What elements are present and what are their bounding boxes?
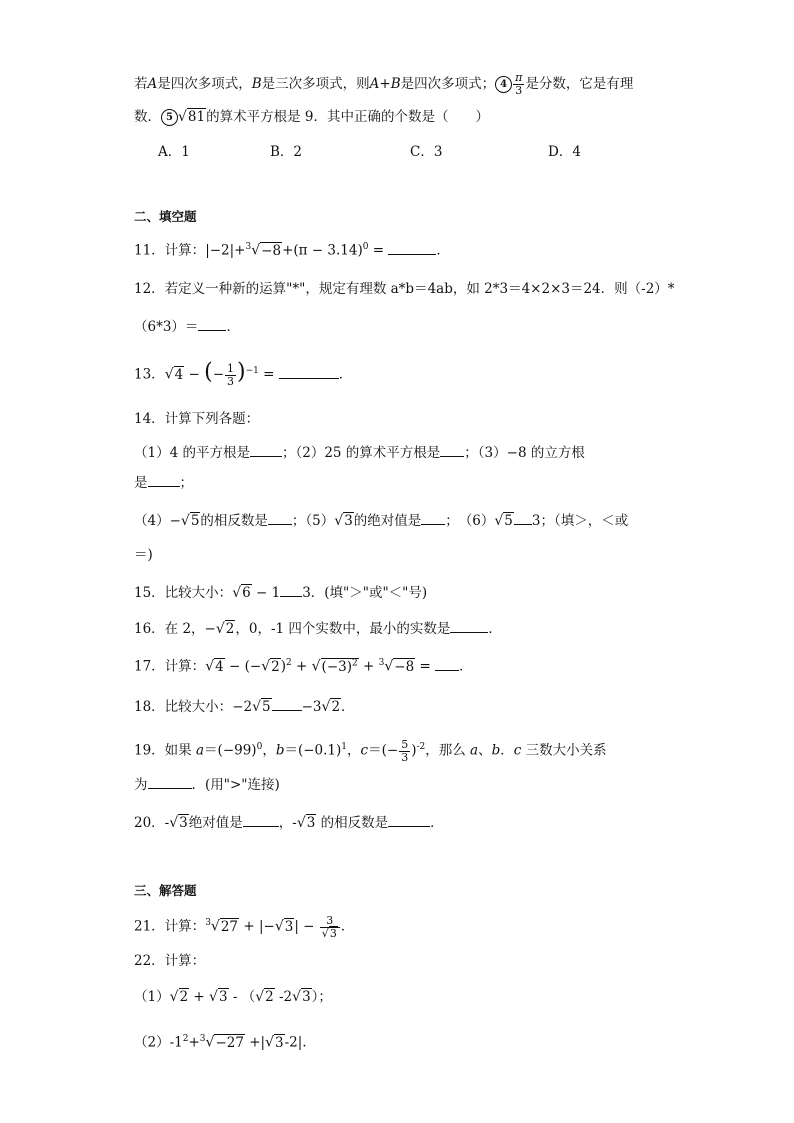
- q14-1-blank[interactable]: [250, 442, 282, 457]
- q19-line1: 19．如果 $a=(-99)^0$，$b=(-0.1)^1$，c＝(− $\frac{5}{3}$ )$^{-2}$，那么 a、b．c 三数大小关系: [134, 737, 607, 764]
- q15-answer-blank[interactable]: [280, 582, 302, 597]
- q14-4-blank[interactable]: [268, 510, 292, 525]
- q14-5-blank[interactable]: [421, 510, 445, 525]
- q22-part1: （1）√2 + √3 - （√2 -2√3）；: [134, 989, 332, 1005]
- choice-d[interactable]: D．4: [548, 144, 581, 160]
- q14-6-blank[interactable]: [514, 510, 532, 525]
- q22-title: 22．计算：: [134, 953, 206, 969]
- q14-2-blank[interactable]: [440, 442, 464, 457]
- q12-line2: （6*3）＝ ．: [134, 316, 240, 336]
- q21: 21．计算：$^3$√27 + |−√3| − $\frac{3}{√3}$ ．: [134, 913, 355, 940]
- q13: 13．√4 − (− $\frac{1}{3}$ )$^{-1}$ = ．: [134, 359, 353, 388]
- q20-opposite-blank[interactable]: [388, 812, 430, 827]
- q15: 15．比较大小：√6 − 1 3．(填"＞"或"＜"号): [134, 582, 427, 602]
- q14-line3: （4）−√5的相反数是 ；（5）√3的绝对值是 ； （6）√5 3；（填＞，＜或: [134, 510, 628, 530]
- q17-answer-blank[interactable]: [435, 656, 459, 671]
- q14-3-blank[interactable]: [148, 472, 180, 487]
- section-2-title: 二、填空题: [134, 209, 197, 224]
- choice-a[interactable]: A．1: [158, 144, 190, 160]
- choice-c[interactable]: C．3: [410, 144, 443, 160]
- q14-title: 14．计算下列各题：: [134, 411, 260, 427]
- q17: 17．计算：$√4 - (-√2)^2 + √(-3)^2 + ^3√-8$ = ．: [134, 654, 473, 676]
- q11: 11．计算：$|-2|+^3√-8+(\pi - 3.14)^0$ = ．: [134, 238, 450, 260]
- q12-answer-blank[interactable]: [198, 316, 226, 331]
- q16-answer-blank[interactable]: [450, 618, 488, 633]
- q20: 20．-√3绝对值是 ，-√3 的相反数是 ．: [134, 812, 444, 832]
- q12-line1: 12．若定义一种新的运算"*"，规定有理数 a*b＝4ab，如 2*3＝4×2×3＝24．则（-2）*: [134, 281, 675, 297]
- pi-over-3: $\frac{\pi}{3}$: [515, 71, 523, 97]
- q19-line2: 为 ．(用">"连接): [134, 774, 280, 794]
- number-5-circle: 5: [161, 109, 178, 126]
- q22-part2: $(2)-1^2+^3√-27 +|√3-2|$．: [134, 1034, 316, 1051]
- q14-line2: 是 ；: [134, 472, 193, 492]
- q10-line1: 若A是四次多项式，B是三次多项式，则A+B是四次多项式； 4 $\frac{\pi}{3}$ 是分数，它是有理: [134, 71, 634, 97]
- q20-abs-blank[interactable]: [243, 812, 279, 827]
- q11-answer-blank[interactable]: [388, 240, 436, 255]
- q18-answer-blank[interactable]: [272, 696, 302, 711]
- five-thirds: $\frac{5}{3}$: [401, 737, 409, 764]
- q10-line2: 数． 5 √81的算术平方根是 9．其中正确的个数是（ ）: [134, 109, 489, 125]
- q13-answer-blank[interactable]: [279, 364, 339, 379]
- q19-answer-blank[interactable]: [148, 774, 192, 789]
- section-3-title: 三、解答题: [134, 883, 197, 898]
- q18: 18．比较大小：−2√5 −3√2．: [134, 696, 355, 716]
- number-4-circle: 4: [495, 76, 512, 93]
- one-third: $\frac{1}{3}$: [227, 361, 235, 388]
- choice-b[interactable]: B．2: [270, 144, 303, 160]
- q16: 16．在 2，−√2，0，-1 四个实数中，最小的实数是 ．: [134, 618, 502, 638]
- three-over-root3: $\frac{3}{√3}$: [320, 915, 340, 940]
- q14-line1: （1）4 的平方根是 ；（2）25 的算术平方根是 ；（3）−8 的立方根: [134, 442, 585, 462]
- q14-line4: ＝): [134, 547, 153, 563]
